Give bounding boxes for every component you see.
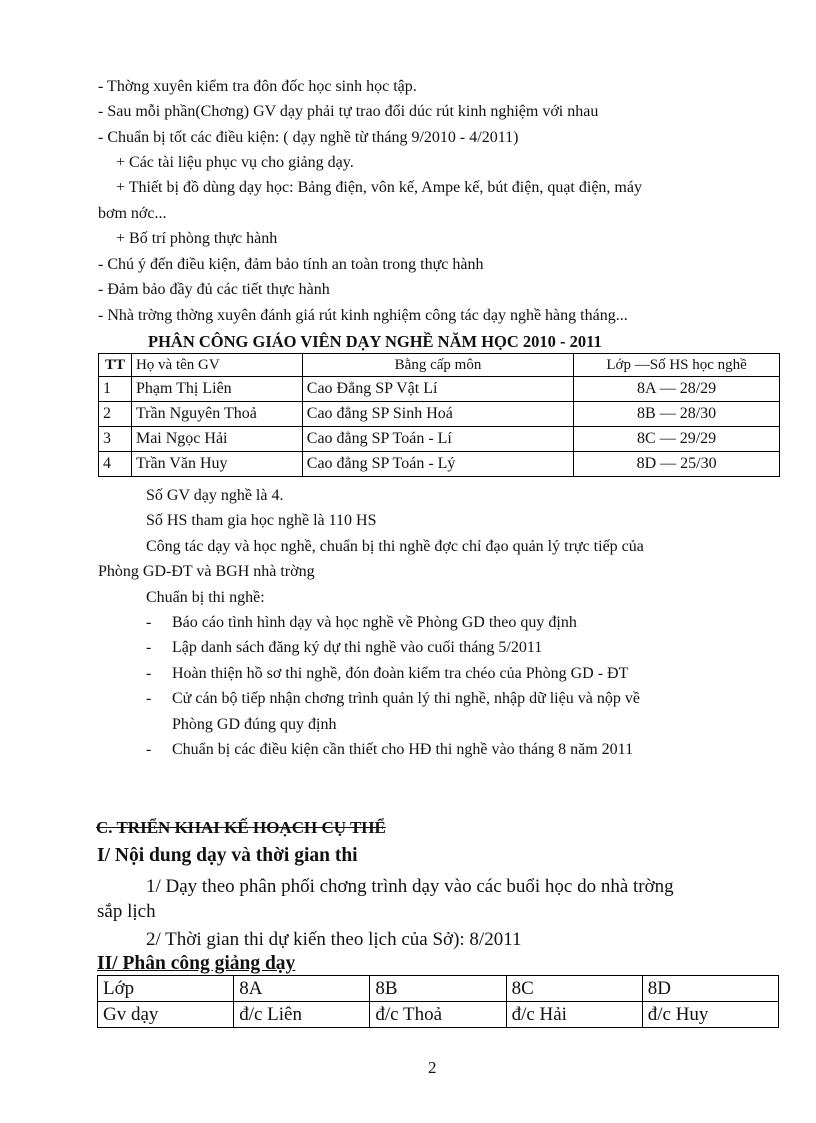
cell-tt: 4 [99, 452, 132, 477]
prep-item: - Lập danh sách đăng ký dự thi nghề vào cuối tháng 5/2011 [146, 639, 543, 656]
section-2-heading: II/ Phân công giảng dạy [97, 953, 296, 974]
col-header-degree: Bằng cấp môn [302, 354, 573, 377]
prep-item: - Chuẩn bị các điều kiện cần thiết cho HĐ thi nghề vào tháng 8 năm 2011 [146, 741, 634, 758]
intro-line: - Chú ý đến điều kiện, đảm bảo tính an toàn trong thực hành [98, 256, 484, 273]
content-line-3: 2/ Thời gian thi dự kiến theo lịch của Sở): 8/2011 [146, 929, 522, 950]
cell-value: 8C [506, 976, 642, 1002]
cell-value: 8A [234, 976, 370, 1002]
cell-degree: Cao đẳng SP Toán - Lí [302, 427, 573, 452]
table-row [99, 452, 780, 477]
cell-value: đ/c Liên [234, 1002, 370, 1028]
table-row [98, 976, 779, 1002]
prep-item: - Báo cáo tình hình dạy và học nghề về Phòng GD theo quy định [146, 614, 577, 631]
intro-line: - Chuẩn bị tốt các điều kiện: ( dạy nghề từ tháng 9/2010 - 4/2011) [98, 129, 519, 146]
intro-line: - Nhà trờng thờng xuyên đánh giá rút kinh nghiệm công tác dạy nghề hàng tháng... [98, 307, 628, 324]
cell-class: 8C — 29/29 [574, 427, 780, 452]
cell-degree: Cao đẳng SP Sinh Hoá [302, 402, 573, 427]
intro-line: bơm nớc... [98, 205, 167, 222]
section-c-heading: C. TRIỂN KHAI KẾ HOẠCH CỤ THỂ [96, 818, 386, 837]
class-assignment-table [97, 975, 779, 1028]
direction-line-1: Công tác dạy và học nghề, chuẩn bị thi nghề đợc chỉ đạo quản lý trực tiếp của [146, 538, 644, 555]
section-1-heading: I/ Nội dung dạy và thời gian thi [97, 845, 358, 866]
intro-line: + Các tài liệu phục vụ cho giảng dạy. [116, 154, 354, 171]
cell-class: 8D — 25/30 [574, 452, 780, 477]
cell-name: Trần Văn Huy [131, 452, 302, 477]
prep-item-cont: Phòng GD đúng quy định [172, 716, 337, 733]
cell-tt: 1 [99, 377, 132, 402]
cell-degree: Cao đẳng SP Toán - Lý [302, 452, 573, 477]
cell-tt: 3 [99, 427, 132, 452]
table-row [99, 402, 780, 427]
intro-line: - Đảm bảo đầy đủ các tiết thực hành [98, 281, 330, 298]
bullet-dash: - [146, 665, 152, 682]
col-header-class: Lớp —Số HS học nghề [574, 354, 780, 377]
table-row [99, 377, 780, 402]
cell-label: Gv dạy [98, 1002, 234, 1028]
teacher-table [98, 353, 780, 477]
cell-name: Mai Ngọc Hải [131, 427, 302, 452]
direction-line-2: Phòng GD-ĐT và BGH nhà trờng [98, 563, 315, 580]
content-line-1: 1/ Dạy theo phân phối chơng trình dạy vào các buổi học do nhà trờng [146, 876, 674, 897]
col-header-name: Họ và tên GV [131, 354, 302, 377]
col-header-tt: TT [99, 354, 132, 377]
content-line-2: sắp lịch [97, 901, 156, 922]
intro-line: - Thờng xuyên kiểm tra đôn đốc học sinh học tập. [98, 78, 417, 95]
prep-item: - Hoàn thiện hồ sơ thi nghề, đón đoàn kiểm tra chéo của Phòng GD - ĐT [146, 665, 629, 682]
cell-name: Phạm Thị Liên [131, 377, 302, 402]
cell-value: 8D [642, 976, 778, 1002]
intro-line: + Bố trí phòng thực hành [116, 230, 278, 247]
prep-item: - Cử cán bộ tiếp nhận chơng trình quản lý thi nghề, nhập dữ liệu và nộp về [146, 690, 640, 707]
cell-value: đ/c Hải [506, 1002, 642, 1028]
gv-count: Số GV dạy nghề là 4. [146, 487, 284, 504]
hs-count: Số HS tham gia học nghề là 110 HS [146, 512, 377, 529]
table-row [98, 1002, 779, 1028]
cell-class: 8B — 28/30 [574, 402, 780, 427]
cell-label: Lớp [98, 976, 234, 1002]
intro-line: - Sau mỗi phần(Chơng) GV dạy phải tự trao đổi dúc rút kinh nghiệm với nhau [98, 103, 599, 120]
bullet-dash: - [146, 690, 152, 707]
cell-value: đ/c Huy [642, 1002, 778, 1028]
cell-value: 8B [370, 976, 506, 1002]
bullet-dash: - [146, 639, 152, 656]
cell-tt: 2 [99, 402, 132, 427]
cell-class: 8A — 28/29 [574, 377, 780, 402]
cell-name: Trần Nguyên Thoả [131, 402, 302, 427]
page-number: 2 [428, 1058, 437, 1077]
bullet-dash: - [146, 614, 152, 631]
table-header-row [99, 354, 780, 377]
table-row [99, 427, 780, 452]
assignment-title: PHÂN CÔNG GIÁO VIÊN DẠY NGHỀ NĂM HỌC 2010 - 2011 [148, 332, 602, 351]
intro-line: + Thiết bị đồ dùng dạy học: Bảng điện, vôn kế, Ampe kế, bút điện, quạt điện, máy [116, 179, 642, 196]
prep-title: Chuẩn bị thi nghề: [146, 589, 265, 606]
bullet-dash: - [146, 741, 152, 758]
cell-degree: Cao Đẳng SP Vật Lí [302, 377, 573, 402]
cell-value: đ/c Thoả [370, 1002, 506, 1028]
